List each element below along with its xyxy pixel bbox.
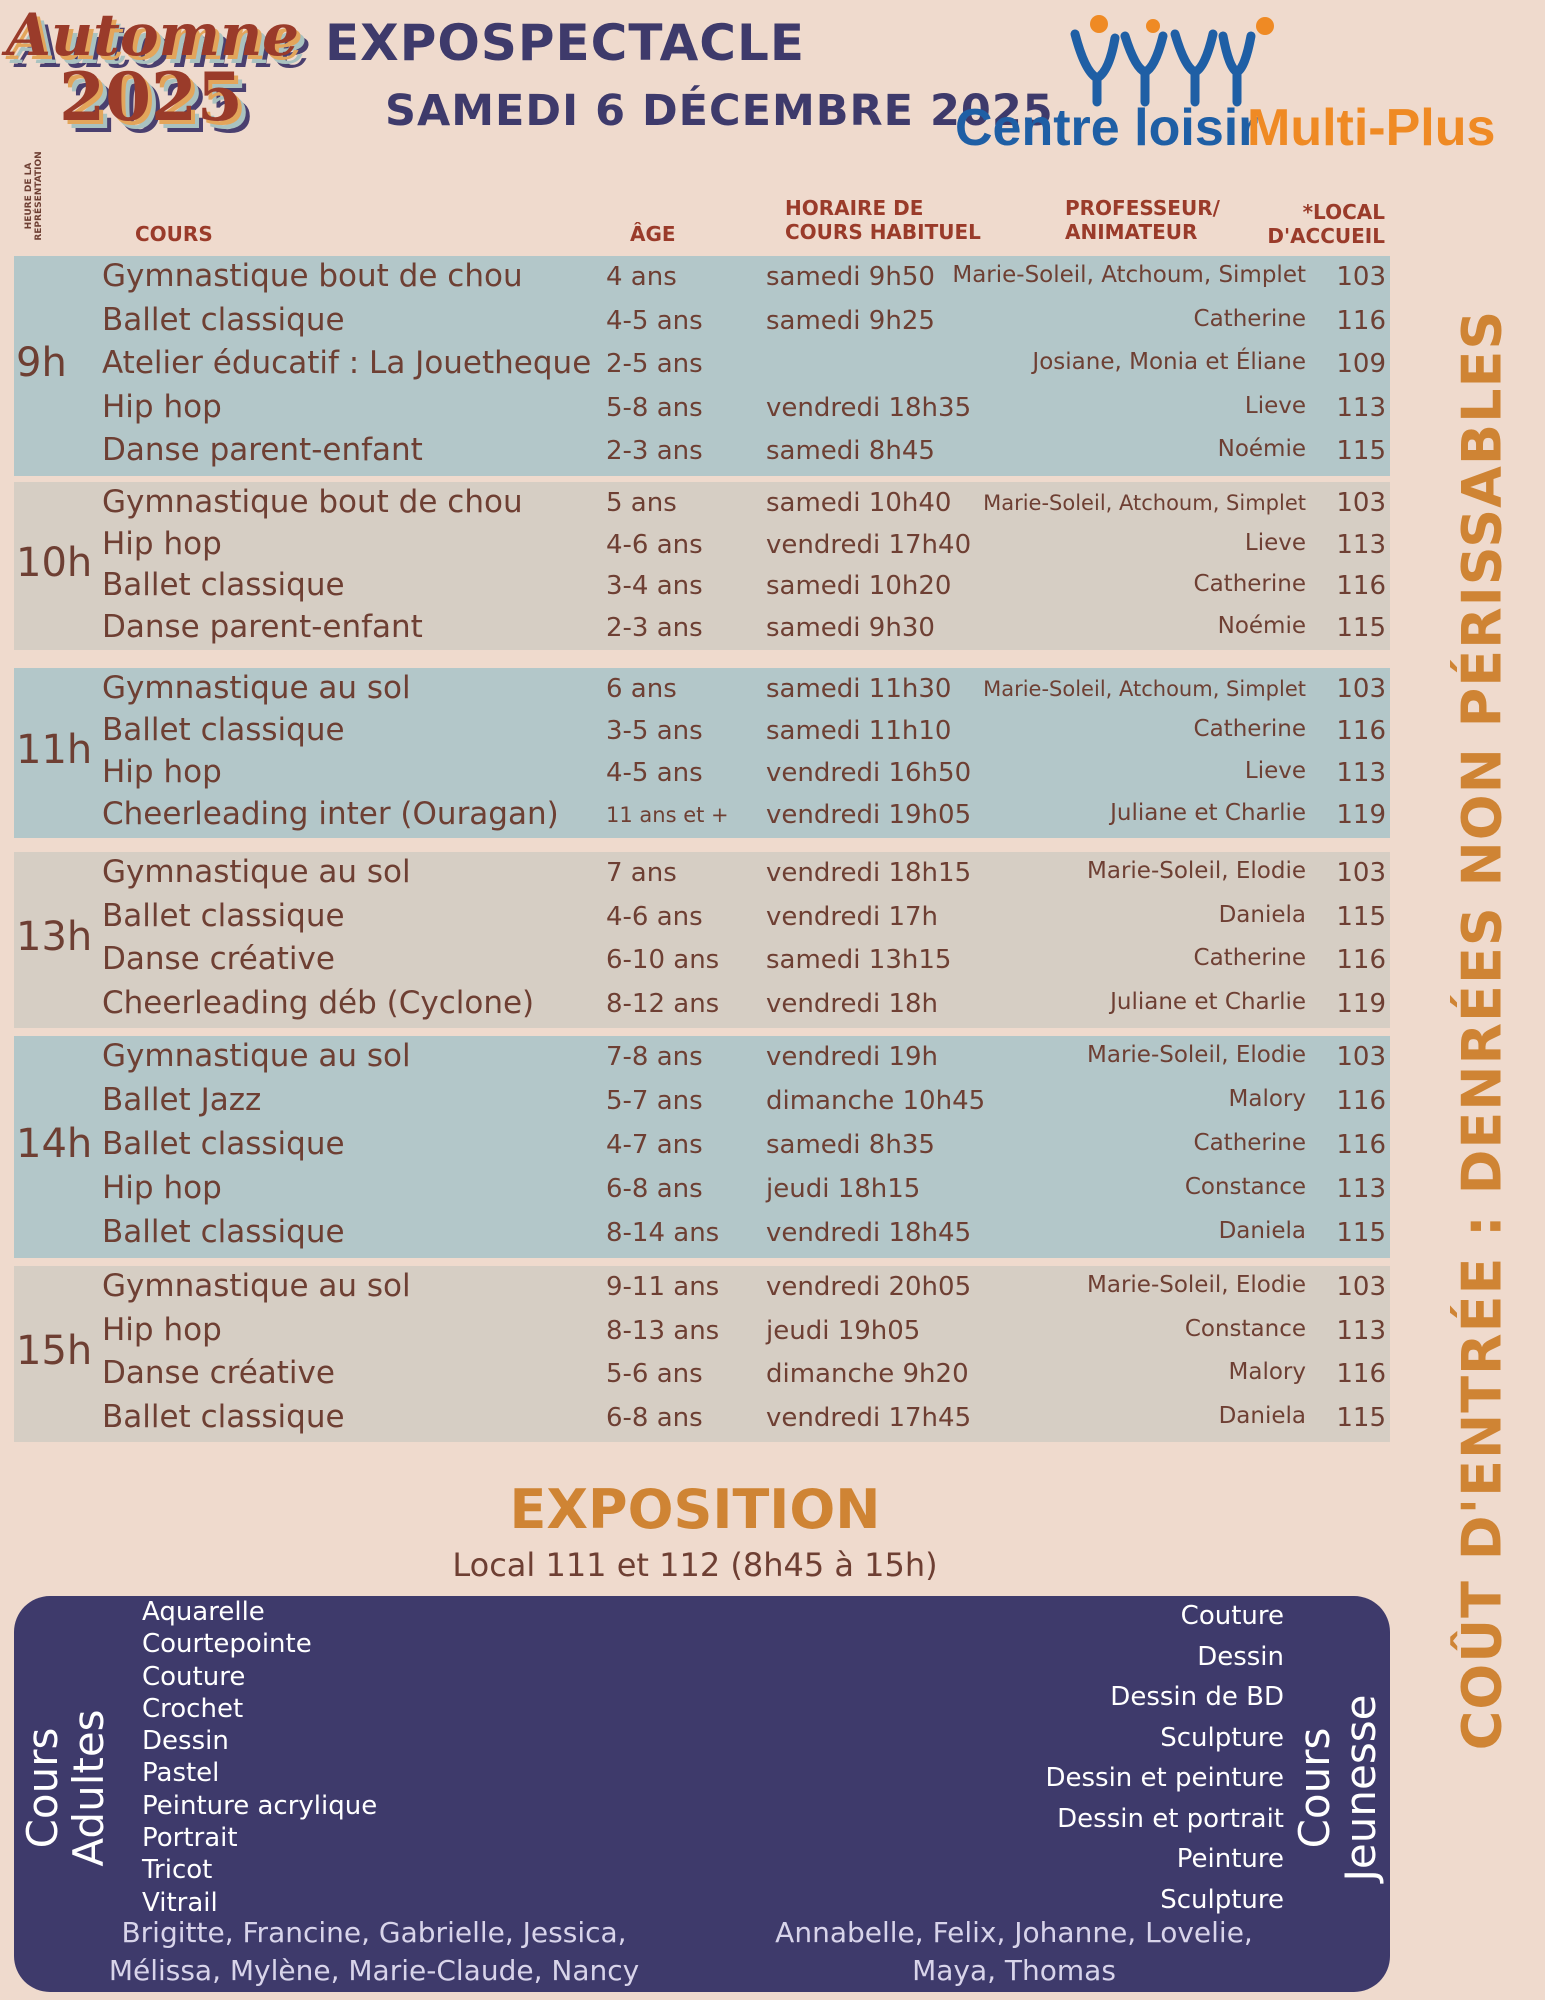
adult-teachers-line: Mélissa, Mylène, Marie-Claude, Nancy (108, 1954, 640, 1987)
table-row (14, 794, 1390, 838)
course-teacher: Constance (1184, 1174, 1306, 1200)
course-local: 113 (1336, 393, 1386, 423)
course-teacher: Daniela (1218, 1403, 1306, 1429)
course-name: Ballet classique (102, 1399, 345, 1435)
course-schedule: dimanche 10h45 (766, 1086, 986, 1116)
course-name: Gymnastique bout de chou (102, 258, 523, 294)
table-row (14, 668, 1390, 712)
time-block (14, 668, 1390, 838)
course-age: 11 ans et + (606, 803, 729, 827)
time-label: 14h (16, 1121, 93, 1167)
course-name: Ballet classique (102, 898, 345, 934)
course-age: 8-13 ans (606, 1316, 720, 1346)
course-local: 116 (1336, 716, 1386, 746)
table-row (14, 852, 1390, 896)
table-row (14, 1080, 1390, 1124)
course-teacher: Marie-Soleil, Atchoum, Simplet (952, 262, 1306, 288)
course-age: 3-5 ans (606, 716, 703, 746)
course-name: Ballet classique (102, 1214, 345, 1250)
course-age: 5-8 ans (606, 393, 703, 423)
youth-teachers-line: Annabelle, Felix, Johanne, Lovelie, (775, 1916, 1253, 1949)
course-age: 4-5 ans (606, 306, 703, 336)
time-label: 11h (16, 727, 93, 773)
course-name: Gymnastique au sol (102, 1268, 411, 1304)
course-name: Danse créative (102, 941, 335, 977)
course-age: 4-6 ans (606, 530, 703, 560)
exposition-panel: Cours Adultes Aquarelle Courtepointe Couture Crochet Dessin Pastel Peinture acrylique Portrait Tricot Vitrail Brigitte, Francine, Gabrielle, Jessica, Mélissa, Mylène, Marie-Claude, Nancy Couture Dessin Dessin de BD Sculpture Dessin et peinture Dessin et portrait Peinture Sculpture Cours Jeunesse Annabelle, Felix, Johanne, Lovelie, Maya, Thomas (14, 1596, 1390, 1992)
course-name: Danse créative (102, 1355, 335, 1391)
course-local: 113 (1336, 1174, 1386, 1204)
youth-course-item: Sculpture (1160, 1884, 1284, 1915)
course-age: 8-12 ans (606, 989, 720, 1019)
adult-course-item: Tricot (142, 1855, 213, 1886)
adult-course-item: Pastel (142, 1758, 220, 1789)
time-block (14, 482, 1390, 650)
table-row (14, 343, 1390, 387)
course-age: 2-3 ans (606, 436, 703, 466)
table-row (14, 482, 1390, 526)
course-name: Gymnastique au sol (102, 854, 411, 890)
course-local: 116 (1336, 945, 1386, 975)
course-age: 8-14 ans (606, 1218, 720, 1248)
course-local: 115 (1336, 1218, 1386, 1248)
course-local: 119 (1336, 800, 1386, 830)
course-schedule: vendredi 18h45 (766, 1218, 972, 1248)
adult-course-item: Vitrail (142, 1887, 218, 1918)
logo-figures-icon (1055, 12, 1315, 108)
course-name: Hip hop (102, 389, 222, 425)
youth-course-item: Sculpture (1160, 1722, 1284, 1753)
table-row (14, 256, 1390, 300)
course-schedule: samedi 13h15 (766, 945, 952, 975)
youth-teachers-line: Maya, Thomas (912, 1954, 1116, 1987)
course-age: 2-5 ans (606, 349, 703, 379)
time-block (14, 1036, 1390, 1258)
course-teacher: Daniela (1218, 902, 1306, 928)
adult-course-item: Couture (142, 1661, 246, 1692)
course-age: 6 ans (606, 674, 677, 704)
youth-course-list (1045, 1596, 1284, 1920)
column-header-course: COURS (135, 222, 213, 246)
course-age: 7-8 ans (606, 1042, 703, 1072)
course-schedule: samedi 10h40 (766, 488, 952, 518)
course-name: Ballet classique (102, 302, 345, 338)
course-name: Cheerleading déb (Cyclone) (102, 985, 535, 1021)
table-row (14, 300, 1390, 344)
course-teacher: Malory (1228, 1086, 1306, 1112)
course-local: 119 (1336, 989, 1386, 1019)
time-label: 9h (16, 340, 67, 386)
course-age: 3-4 ans (606, 571, 703, 601)
course-teacher: Catherine (1193, 1130, 1306, 1156)
course-name: Hip hop (102, 526, 222, 562)
course-teacher: Malory (1228, 1359, 1306, 1385)
youth-course-item: Dessin (1197, 1641, 1284, 1672)
table-row (14, 896, 1390, 940)
course-teacher: Catherine (1193, 716, 1306, 742)
course-schedule: samedi 11h30 (766, 674, 952, 704)
adult-course-item: Portrait (142, 1823, 238, 1854)
course-name: Gymnastique au sol (102, 670, 411, 706)
course-teacher: Marie-Soleil, Atchoum, Simplet (983, 677, 1306, 701)
time-block (14, 256, 1390, 476)
table-row (14, 1036, 1390, 1080)
course-schedule: samedi 9h30 (766, 613, 935, 643)
course-age: 7 ans (606, 858, 677, 888)
course-teacher: Juliane et Charlie (1110, 800, 1306, 826)
exposition-title: EXPOSITION (509, 1478, 881, 1541)
column-header-teacher: PROFESSEUR/ ANIMATEUR (1065, 196, 1220, 244)
course-schedule: vendredi 17h45 (766, 1403, 972, 1433)
season-year: 2025 (59, 58, 243, 136)
time-label: 13h (16, 914, 93, 960)
course-age: 5-6 ans (606, 1359, 703, 1389)
table-row (14, 1310, 1390, 1354)
course-schedule: samedi 10h20 (766, 571, 952, 601)
adult-course-item: Crochet (142, 1693, 244, 1724)
course-teacher: Marie-Soleil, Elodie (1087, 1272, 1306, 1298)
course-local: 113 (1336, 1316, 1386, 1346)
course-schedule: vendredi 19h (766, 1042, 939, 1072)
column-header-schedule: HORAIRE DE COURS HABITUEL (785, 196, 981, 244)
course-age: 9-11 ans (606, 1272, 720, 1302)
course-name: Hip hop (102, 754, 222, 790)
event-title: EXPOSPECTACLE (325, 14, 805, 72)
season-badge (6, 1, 316, 142)
course-name: Ballet Jazz (102, 1082, 262, 1118)
course-teacher: Catherine (1193, 571, 1306, 597)
course-schedule: samedi 8h45 (766, 436, 935, 466)
course-age: 4-7 ans (606, 1130, 703, 1160)
course-teacher: Catherine (1193, 306, 1306, 332)
course-local: 115 (1336, 902, 1386, 932)
course-teacher: Lieve (1244, 393, 1306, 419)
time-label: 10h (16, 540, 93, 586)
adult-course-item: Aquarelle (142, 1597, 265, 1627)
column-header-local: *LOCAL D'ACCUEIL (1267, 200, 1385, 248)
table-row (14, 607, 1390, 651)
course-schedule: vendredi 17h (766, 902, 939, 932)
course-local: 116 (1336, 1359, 1386, 1389)
table-row (14, 387, 1390, 431)
course-schedule: jeudi 19h05 (766, 1316, 921, 1346)
table-row (14, 565, 1390, 609)
course-teacher: Daniela (1218, 1218, 1306, 1244)
course-schedule: samedi 9h50 (766, 262, 935, 292)
column-header-age: ÂGE (630, 222, 676, 246)
course-teacher: Marie-Soleil, Elodie (1087, 858, 1306, 884)
youth-course-item: Couture (1180, 1601, 1284, 1631)
course-age: 6-10 ans (606, 945, 720, 975)
course-name: Atelier éducatif : La Jouetheque (102, 345, 592, 381)
course-teacher: Noémie (1217, 613, 1306, 639)
course-teacher: Juliane et Charlie (1110, 989, 1306, 1015)
course-local: 116 (1336, 571, 1386, 601)
course-local: 109 (1336, 349, 1386, 379)
course-name: Gymnastique bout de chou (102, 484, 523, 520)
course-teacher: Catherine (1193, 945, 1306, 971)
course-schedule: samedi 11h10 (766, 716, 952, 746)
course-age: 5-7 ans (606, 1086, 703, 1116)
logo-multi-text: Multi-Plus (1247, 99, 1496, 157)
youth-course-item: Dessin de BD (1110, 1682, 1284, 1712)
adult-teachers (94, 1914, 654, 1990)
adult-course-list (142, 1596, 377, 1919)
table-row (14, 752, 1390, 796)
course-age: 6-8 ans (606, 1403, 703, 1433)
course-schedule: vendredi 17h40 (766, 530, 972, 560)
course-schedule: vendredi 18h (766, 989, 939, 1019)
course-local: 116 (1336, 306, 1386, 336)
course-name: Hip hop (102, 1170, 222, 1206)
centre-loisir-logo (955, 10, 1535, 160)
course-teacher: Josiane, Monia et Éliane (1032, 349, 1306, 375)
logo-centre-text: Centre loisir (955, 99, 1259, 157)
course-local: 103 (1336, 674, 1386, 704)
table-row (14, 1266, 1390, 1310)
season-title: Automne (6, 1, 300, 69)
youth-teachers (774, 1914, 1254, 1990)
table-row (14, 1397, 1390, 1441)
table-row (14, 983, 1390, 1027)
course-age: 4 ans (606, 262, 677, 292)
course-name: Hip hop (102, 1312, 222, 1348)
adult-course-item: Dessin (142, 1726, 229, 1757)
course-age: 4-6 ans (606, 902, 703, 932)
course-local: 103 (1336, 1272, 1386, 1302)
course-name: Ballet classique (102, 712, 345, 748)
course-local: 103 (1336, 262, 1386, 292)
adult-course-item: Courtepointe (142, 1629, 312, 1660)
course-local: 103 (1336, 1042, 1386, 1072)
course-schedule: vendredi 18h35 (766, 393, 972, 423)
course-schedule: samedi 8h35 (766, 1130, 935, 1160)
course-name: Danse parent-enfant (102, 609, 423, 645)
table-row (14, 1212, 1390, 1256)
course-name: Ballet classique (102, 567, 345, 603)
youth-course-item: Dessin et portrait (1057, 1803, 1284, 1834)
course-local: 113 (1336, 758, 1386, 788)
course-schedule: vendredi 18h15 (766, 858, 972, 888)
course-teacher: Lieve (1244, 758, 1306, 784)
course-teacher: Marie-Soleil, Elodie (1087, 1042, 1306, 1068)
course-local: 115 (1336, 613, 1386, 643)
time-block (14, 852, 1390, 1028)
event-date: SAMEDI 6 DÉCEMBRE 2025 (385, 86, 1054, 136)
table-row (14, 1168, 1390, 1212)
course-age: 5 ans (606, 488, 677, 518)
time-label: 15h (16, 1328, 93, 1374)
column-header-time: HEURE DE LA REPRÉSENTATION (24, 151, 44, 241)
course-local: 116 (1336, 1130, 1386, 1160)
course-teacher: Marie-Soleil, Atchoum, Simplet (983, 491, 1306, 515)
course-teacher: Lieve (1244, 530, 1306, 556)
exposition-subtitle: Local 111 et 112 (8h45 à 15h) (452, 1546, 938, 1584)
youth-course-item: Peinture (1176, 1844, 1284, 1874)
time-block (14, 1266, 1390, 1442)
course-name: Danse parent-enfant (102, 432, 423, 468)
course-local: 103 (1336, 488, 1386, 518)
table-row (14, 1353, 1390, 1397)
course-local: 103 (1336, 858, 1386, 888)
youth-course-item: Dessin et peinture (1045, 1763, 1284, 1793)
adult-course-item: Peinture acrylique (142, 1790, 378, 1821)
course-schedule: jeudi 18h15 (766, 1174, 921, 1204)
course-local: 116 (1336, 1086, 1386, 1116)
course-name: Ballet classique (102, 1126, 345, 1162)
course-local: 113 (1336, 530, 1386, 560)
table-row (14, 710, 1390, 754)
table-row (14, 524, 1390, 568)
course-name: Gymnastique au sol (102, 1038, 411, 1074)
table-row (14, 939, 1390, 983)
course-age: 6-8 ans (606, 1174, 703, 1204)
course-age: 4-5 ans (606, 758, 703, 788)
course-schedule: vendredi 20h05 (766, 1272, 972, 1302)
table-row (14, 430, 1390, 474)
adult-teachers-line: Brigitte, Francine, Gabrielle, Jessica, (121, 1916, 627, 1949)
course-schedule: vendredi 19h05 (766, 800, 972, 830)
course-teacher: Constance (1184, 1316, 1306, 1342)
course-schedule: dimanche 9h20 (766, 1359, 969, 1389)
course-name: Cheerleading inter (Ouragan) (102, 796, 559, 832)
course-schedule: samedi 9h25 (766, 306, 935, 336)
course-local: 115 (1336, 436, 1386, 466)
table-row (14, 1124, 1390, 1168)
course-local: 115 (1336, 1403, 1386, 1433)
course-teacher: Noémie (1217, 436, 1306, 462)
course-age: 2-3 ans (606, 613, 703, 643)
course-schedule: vendredi 16h50 (766, 758, 972, 788)
